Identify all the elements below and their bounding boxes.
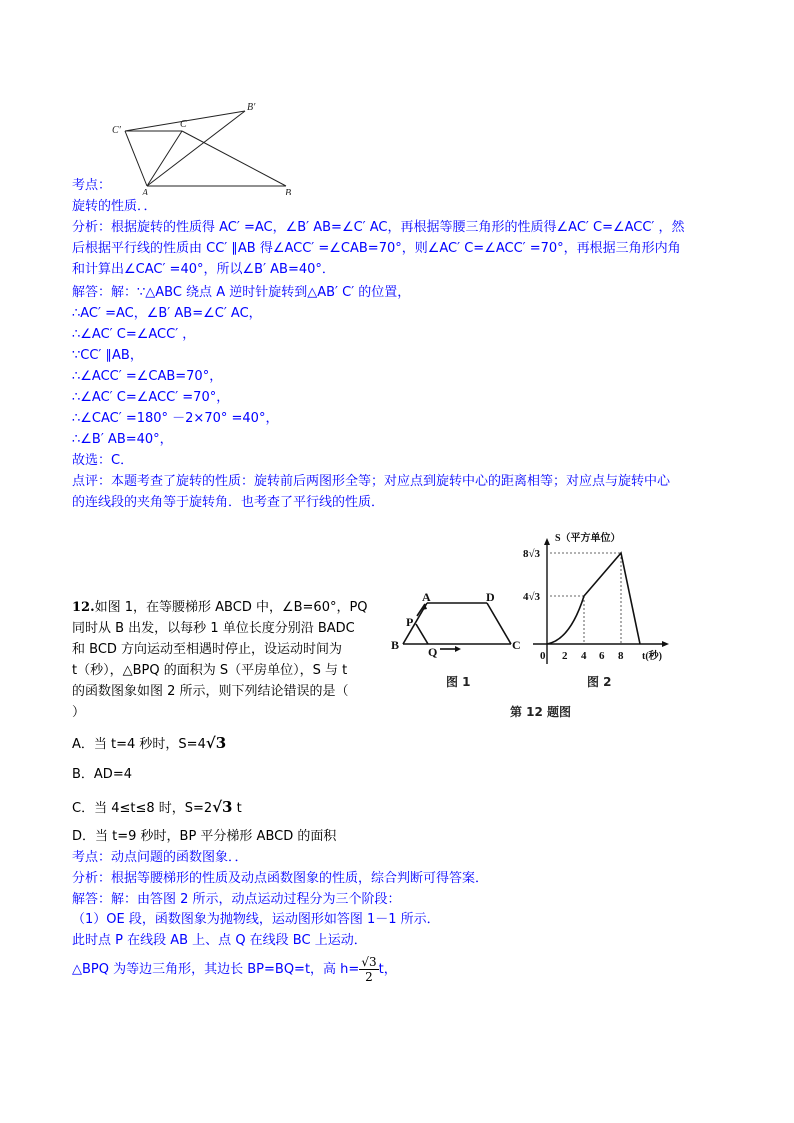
x-axis-label: t(秒) bbox=[642, 651, 662, 662]
fig1-caption: 图 1 bbox=[446, 675, 471, 689]
jieda-line-5: ∴∠ACC′ =∠CAB=70°， bbox=[72, 369, 223, 384]
option-c bbox=[72, 797, 242, 819]
triangle-suffix: t， bbox=[378, 962, 397, 977]
jieda-line-7: ∴∠CAC′ =180° －2×70° =40°， bbox=[72, 411, 279, 426]
option-b: B．AD=4 bbox=[72, 767, 132, 782]
fig2-caption: 图 2 bbox=[587, 675, 612, 689]
question-line-1: 如图 1，在等腰梯形 ABCD 中，∠B=60°，PQ bbox=[94, 600, 368, 615]
p12-stage1-detail: 此时点 P 在线段 AB 上、点 Q 在线段 BC 上运动． bbox=[72, 933, 367, 948]
y-axis-label: S（平方单位） bbox=[555, 533, 621, 544]
y-tick-8sqrt3: 8√3 bbox=[523, 548, 541, 560]
x-tick-4: 4 bbox=[581, 650, 587, 662]
p12-kaodian: 考点：动点问题的函数图象．． bbox=[72, 850, 248, 865]
x-tick-6: 6 bbox=[599, 650, 605, 662]
jieda-line-3: ∴∠AC′ C=∠ACC′ ， bbox=[72, 327, 196, 342]
problem12-figure bbox=[385, 528, 725, 728]
fenxi-line-3: 和计算出∠CAC′ =40°，所以∠B′ AB=40°． bbox=[72, 262, 335, 277]
fraction-numerator: √3 bbox=[361, 955, 377, 969]
fenxi-line-2: 后根据平行线的性质由 CC′ ∥AB 得∠ACC′ =∠CAB=70°，则∠AC′ C=∠ACC′ =70°，再根据三角形内角 bbox=[72, 241, 681, 256]
problem-number: 12. bbox=[72, 600, 95, 615]
problem12-question bbox=[72, 597, 372, 723]
question-line-6: ） bbox=[72, 705, 86, 720]
label-b: B bbox=[285, 188, 292, 195]
dianping-line-1: 点评：本题考查了旋转的性质：旋转前后两图形全等；对应点到旋转中心的距离相等；对应点与旋转中心 bbox=[72, 474, 671, 489]
option-c-text: C．当 4≤t≤8 时，S=2 bbox=[72, 801, 213, 816]
x-tick-2: 2 bbox=[562, 650, 568, 662]
question-line-4: t（秒），△BPQ 的面积为 S（平房单位），S 与 t bbox=[72, 663, 348, 678]
fraction-denominator: 2 bbox=[365, 970, 373, 984]
label-b-prime: B′ bbox=[247, 102, 256, 113]
option-c-suffix: t bbox=[232, 801, 242, 816]
jieda-line-6: ∴∠AC′ C=∠ACC′ =70°， bbox=[72, 390, 230, 405]
p12-fenxi: 分析：根据等腰梯形的性质及动点函数图象的性质，综合判断可得答案． bbox=[72, 871, 489, 886]
option-a-text: A．当 t=4 秒时，S=4 bbox=[72, 737, 206, 752]
main-caption: 第 12 题图 bbox=[510, 705, 572, 719]
y-tick-4sqrt3: 4√3 bbox=[523, 591, 541, 603]
label-a: A bbox=[142, 188, 149, 195]
jieda-line-1: 解答：解：∵△ABC 绕点 A 逆时针旋转到△AB′ C′ 的位置， bbox=[72, 285, 411, 300]
x-tick-0: 0 bbox=[540, 650, 546, 662]
p12-jieda: 解答：解：由答图 2 所示，动点运动过程分为三个阶段： bbox=[72, 892, 401, 907]
triangle-text: △BPQ 为等边三角形，其边长 BP=BQ=t，高 h= bbox=[72, 962, 360, 977]
option-d: D．当 t=9 秒时，BP 平分梯形 ABCD 的面积 bbox=[72, 829, 337, 844]
jieda-line-2: ∴AC′ =AC，∠B′ AB=∠C′ AC， bbox=[72, 306, 262, 321]
trap-label-b: B bbox=[391, 638, 400, 652]
kaodian-label: 考点： bbox=[72, 178, 112, 193]
fenxi-line-1: 分析：根据旋转的性质得 AC′ =AC，∠B′ AB=∠C′ AC，再根据等腰三角形的性质得∠AC′ C=∠ACC′ ，然 bbox=[72, 220, 685, 235]
dianping-line-2: 的连线段的夹角等于旋转角．也考查了平行线的性质． bbox=[72, 495, 385, 510]
trap-label-a: A bbox=[422, 590, 431, 604]
label-c-prime: C′ bbox=[112, 125, 121, 136]
trap-label-d: D bbox=[486, 590, 495, 604]
option-a-sqrt: √3 bbox=[205, 734, 227, 752]
p12-stage1: （1）OE 段，函数图象为抛物线，运动图形如答图 1－1 所示． bbox=[72, 912, 440, 927]
label-c: C bbox=[180, 119, 187, 130]
option-a bbox=[72, 733, 226, 755]
question-line-3: 和 BCD 方向运动至相遇时停止，设运动时间为 bbox=[72, 642, 343, 657]
rotation-figure bbox=[108, 100, 308, 195]
option-c-sqrt: √3 bbox=[212, 798, 233, 816]
question-line-5: 的函数图象如图 2 所示，则下列结论错误的是（ bbox=[72, 684, 349, 699]
trap-label-c: C bbox=[512, 638, 521, 652]
jieda-line-8: ∴∠B′ AB=40°， bbox=[72, 432, 173, 447]
question-line-2: 同时从 B 出发，以每秒 1 单位长度分别沿 BADC bbox=[72, 621, 355, 636]
jieda-line-4: ∵CC′ ∥AB， bbox=[72, 348, 143, 363]
p12-triangle-line bbox=[72, 955, 397, 984]
x-tick-8: 8 bbox=[618, 650, 624, 662]
trap-label-p: P bbox=[406, 615, 414, 629]
guxuan-line: 故选：C． bbox=[72, 453, 134, 468]
trap-label-q: Q bbox=[428, 645, 438, 659]
fraction-sqrt3-over-2 bbox=[359, 955, 378, 984]
kaodian-value: 旋转的性质．． bbox=[72, 199, 157, 214]
